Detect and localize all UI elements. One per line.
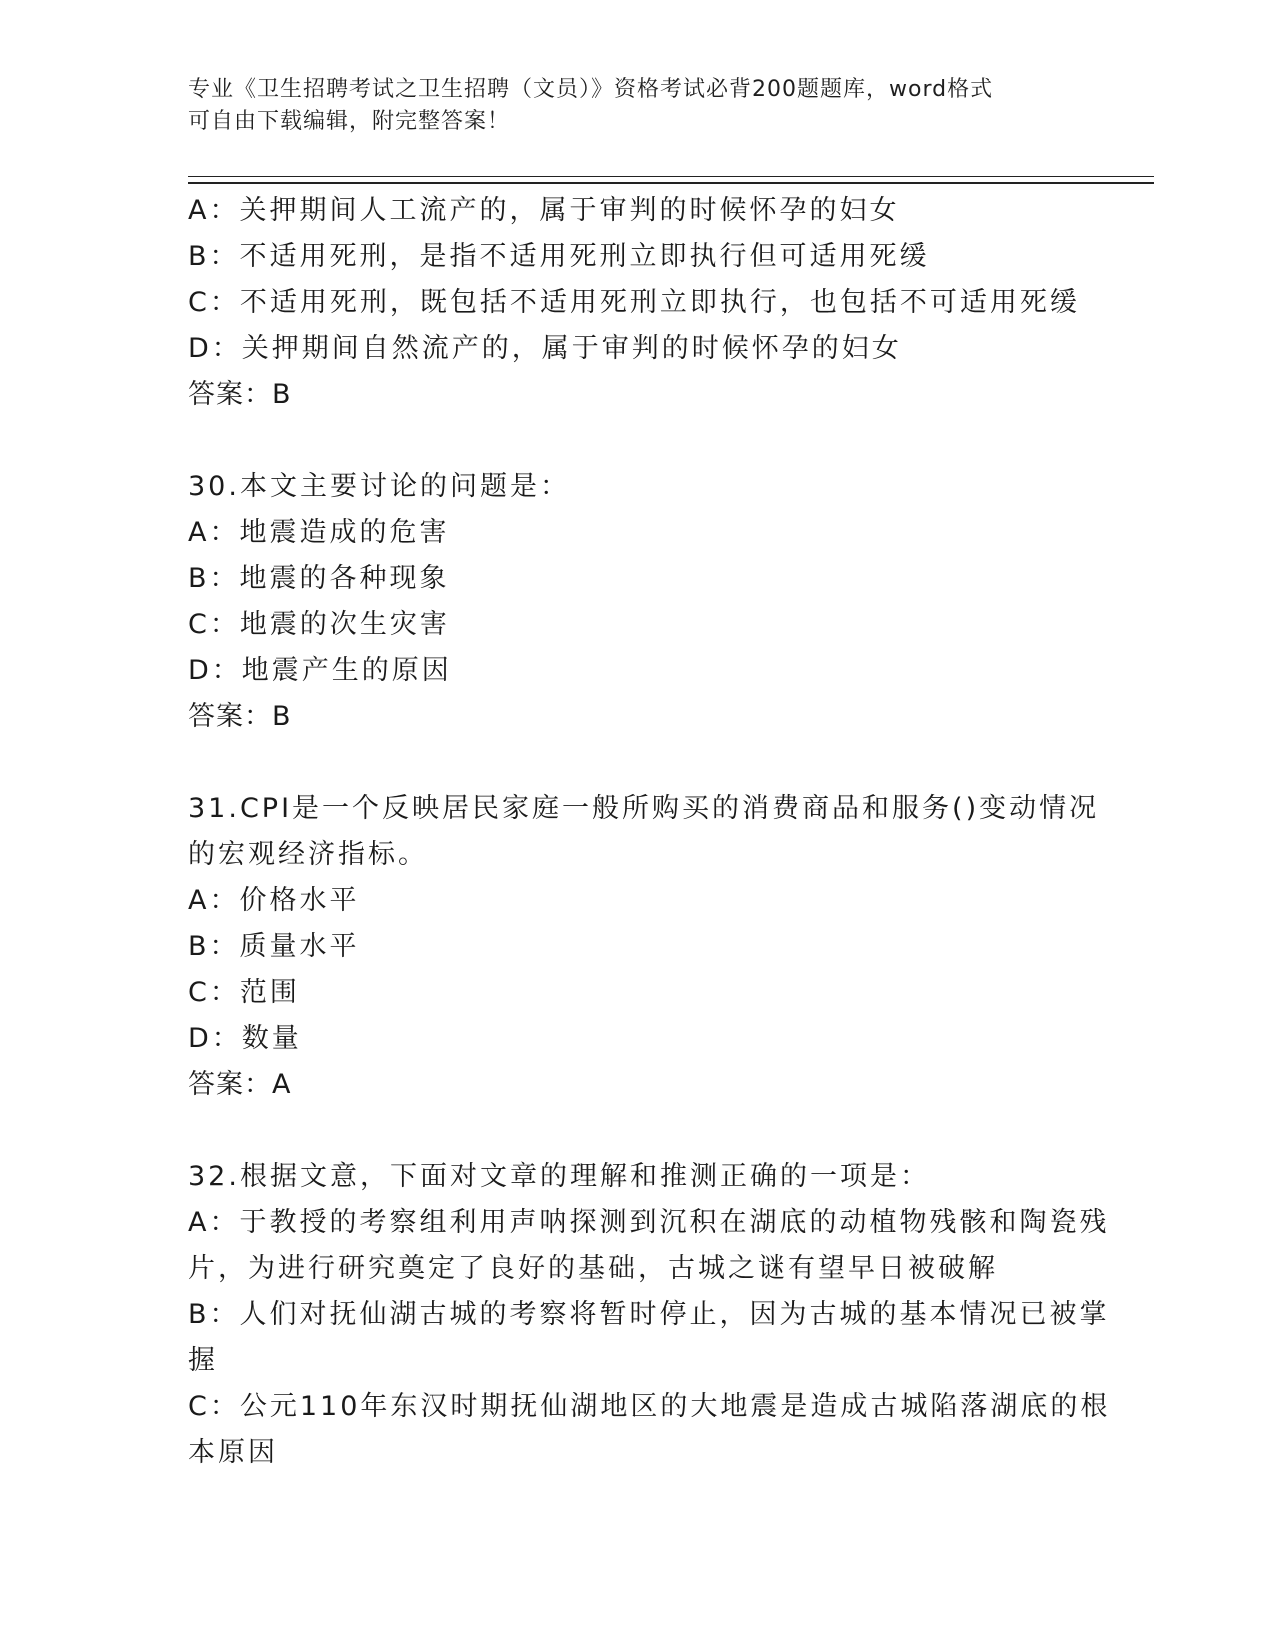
question-31-block [188,786,1100,1108]
header-divider-thin [188,176,1154,177]
option-a: A：价格水平 [188,885,360,916]
option-b-line-2: 握 [188,1345,218,1376]
option-b: B：地震的各种现象 [188,563,450,594]
header-divider-thick [188,182,1154,184]
answer-label: 答案：A [188,1069,292,1100]
option-c: C：范围 [188,977,300,1008]
spacer [188,1108,1088,1154]
option-b: B：质量水平 [188,931,360,962]
answer-label: 答案：B [188,701,292,732]
option-b-line-1: B：人们对抚仙湖古城的考察将暂时停止，因为古城的基本情况已被掌 [188,1299,1110,1330]
spacer [188,740,1088,786]
option-c: C：不适用死刑，既包括不适用死刑立即执行，也包括不可适用死缓 [188,287,1080,318]
option-d: D：地震产生的原因 [188,655,452,686]
option-c: C：地震的次生灾害 [188,609,450,640]
question-text: 30.本文主要讨论的问题是： [188,471,570,502]
question-text-line-2: 的宏观经济指标。 [188,839,428,870]
question-32-block [188,1154,1111,1476]
option-a: A：关押期间人工流产的，属于审判的时候怀孕的妇女 [188,195,900,226]
header-title-line-2: 可自由下载编辑，附完整答案！ [188,109,511,134]
option-d: D：关押期间自然流产的，属于审判的时候怀孕的妇女 [188,333,902,364]
document-header [188,74,1088,138]
question-29-block [188,188,1088,418]
option-a-line-1: A：于教授的考察组利用声呐探测到沉积在湖底的动植物残骸和陶瓷残 [188,1207,1110,1238]
spacer [188,418,1088,464]
option-a: A：地震造成的危害 [188,517,450,548]
answer-label: 答案：B [188,379,292,410]
question-text: 32.根据文意，下面对文章的理解和推测正确的一项是： [188,1161,930,1192]
option-c-line-1: C：公元110年东汉时期抚仙湖地区的大地震是造成古城陷落湖底的根 [188,1391,1111,1422]
option-d: D：数量 [188,1023,302,1054]
option-c-line-2: 本原因 [188,1437,278,1468]
header-title-line-1: 专业《卫生招聘考试之卫生招聘（文员）》资格考试必背200题题库，word格式 [188,77,994,102]
question-text-line-1: 31.CPI是一个反映居民家庭一般所购买的消费商品和服务()变动情况 [188,793,1100,824]
document-body [188,188,1111,1476]
option-a-line-2: 片，为进行研究奠定了良好的基础，古城之谜有望早日被破解 [188,1253,998,1284]
option-b: B：不适用死刑，是指不适用死刑立即执行但可适用死缓 [188,241,930,272]
question-30-block [188,464,1088,740]
